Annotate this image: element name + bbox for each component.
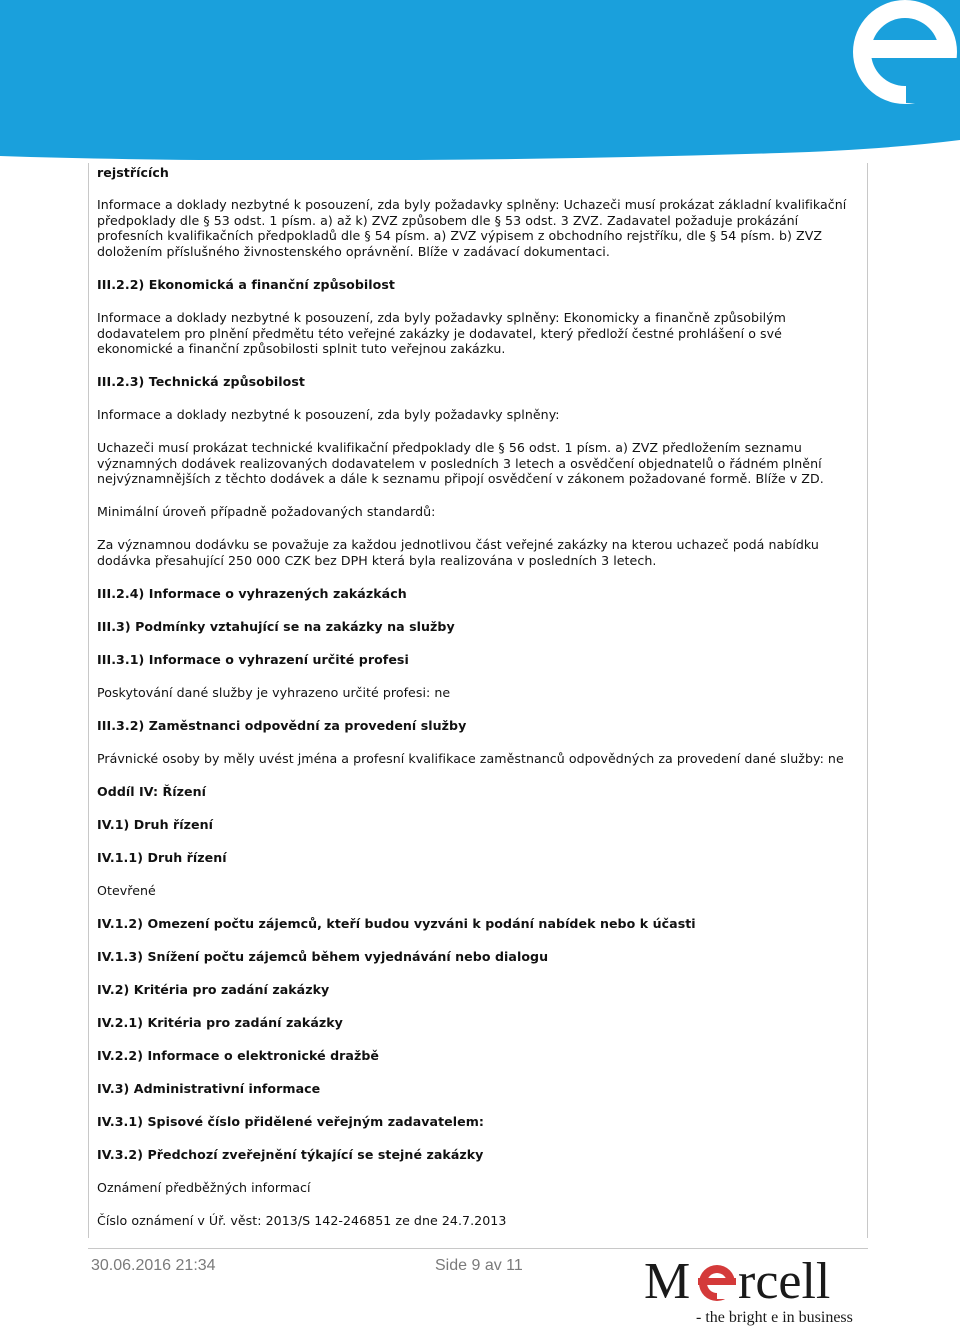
heading-award-criteria: IV.2) Kritéria pro zadání zakázky <box>97 982 330 997</box>
logo-tagline: - the bright e in business <box>696 1309 853 1326</box>
heading-reserved-profession: III.3.1) Informace o vyhrazení určité profesi <box>97 652 409 667</box>
heading-technical-capacity: III.2.3) Technická způsobilost <box>97 374 305 389</box>
paragraph-economic-capacity: Informace a doklady nezbytné k posouzení, zda byly požadavky splněny: Ekonomicky a finančně způsobilým dodavatelem pro plnění předmětu této veřejné zakázky je dodavatel, který předloží čestné prohlášení o své ekonomické a finanční způsobilosti splnit tuto veřejnou zakázku. <box>97 310 786 357</box>
footer-divider <box>88 1248 868 1249</box>
paragraph-legal-qualification: Informace a doklady nezbytné k posouzení, zda byly požadavky splněny: Uchazeči musí prokázat základní kvalifikační předpoklady dle § 53 odst. 1 písm. a) až k) ZVZ způsobem dle § 53 odst. 3 ZVZ. Zadavatel požaduje prokázání profesních kvalifikačních předpokladů dle § 54 písm. a) ZVZ výpisem z obchodního rejstříku, dle § 54 písm. b) ZVZ doložením příslušného živnostenského oprávnění. Blíže v zadávací dokumentaci. <box>97 197 847 259</box>
heading-staff-responsible: III.3.2) Zaměstnanci odpovědní za provedení služby <box>97 718 467 733</box>
heading-procedure-type-sub: IV.1.1) Druh řízení <box>97 850 227 865</box>
document-body <box>88 163 868 1238</box>
paragraph-minimum-standards: Za významnou dodávku se považuje za každou jednotlivou část veřejné zakázky na kterou uchazeč podá nabídku dodávka přesahující 250 000 CZK bez DPH která byla realizována v posledních 3 letech. <box>97 537 819 568</box>
header-banner <box>0 0 960 160</box>
footer-page-number: Side 9 av 11 <box>435 1257 523 1274</box>
heading-previous-publication: IV.3.2) Předchozí zveřejnění týkající se stejné zakázky <box>97 1147 484 1162</box>
heading-award-criteria-sub: IV.2.1) Kritéria pro zadání zakázky <box>97 1015 343 1030</box>
logo-word-rcell: rcell <box>738 1253 831 1310</box>
section-continuation-heading: rejstřících <box>97 165 169 180</box>
paragraph-staff-responsible: Právnické osoby by měly uvést jména a profesní kvalifikace zaměstnanců odpovědných za provedení dané služby: ne <box>97 751 844 766</box>
header-blue-shape <box>0 0 960 160</box>
heading-limit-candidates: IV.1.2) Omezení počtu zájemců, kteří budou vyzváni k podání nabídek nebo k účasti <box>97 916 696 931</box>
paragraph-notice-number: Číslo oznámení v Úř. věst: 2013/S 142-246851 ze dne 24.7.2013 <box>97 1213 507 1228</box>
heading-section-iv: Oddíl IV: Řízení <box>97 784 207 799</box>
heading-reserved-contracts: III.2.4) Informace o vyhrazených zakázkách <box>97 586 407 601</box>
heading-reduce-candidates: IV.1.3) Snížení počtu zájemců během vyjednávání nebo dialogu <box>97 949 549 964</box>
heading-electronic-auction: IV.2.2) Informace o elektronické dražbě <box>97 1048 380 1063</box>
heading-procedure-type: IV.1) Druh řízení <box>97 817 214 832</box>
heading-economic-capacity: III.2.2) Ekonomická a finanční způsobilost <box>97 277 395 292</box>
heading-administrative-info: IV.3) Administrativní informace <box>97 1081 321 1096</box>
mercell-logo <box>640 1252 870 1327</box>
paragraph-technical-info: Informace a doklady nezbytné k posouzení, zda byly požadavky splněny: <box>97 407 560 422</box>
logo-letter-m: M <box>644 1253 691 1310</box>
footer-timestamp: 30.06.2016 21:34 <box>91 1257 216 1274</box>
paragraph-technical-requirements: Uchazeči musí prokázat technické kvalifikační předpoklady dle § 56 odst. 1 písm. a) ZVZ předložením seznamu významných dodávek realizovaných dodavatelem v posledních 3 letech a osvědčení objednatelů o řádném plnění nejvýznamnějších z těchto dodávek a dále k seznamu připojí osvědčení v zákonem požadované formě. Blíže v ZD. <box>97 440 824 487</box>
paragraph-procedure-value: Otevřené <box>97 883 156 898</box>
heading-file-reference: IV.3.1) Spisové číslo přidělené veřejným zadavatelem: <box>97 1114 484 1129</box>
paragraph-prior-notice: Oznámení předběžných informací <box>97 1180 311 1195</box>
paragraph-minimum-standards-label: Minimální úroveň případně požadovaných standardů: <box>97 504 436 519</box>
paragraph-reserved-profession: Poskytování dané služby je vyhrazeno určité profesi: ne <box>97 685 451 700</box>
heading-service-conditions: III.3) Podmínky vztahující se na zakázky na služby <box>97 619 455 634</box>
logo-e-icon <box>698 1265 739 1301</box>
